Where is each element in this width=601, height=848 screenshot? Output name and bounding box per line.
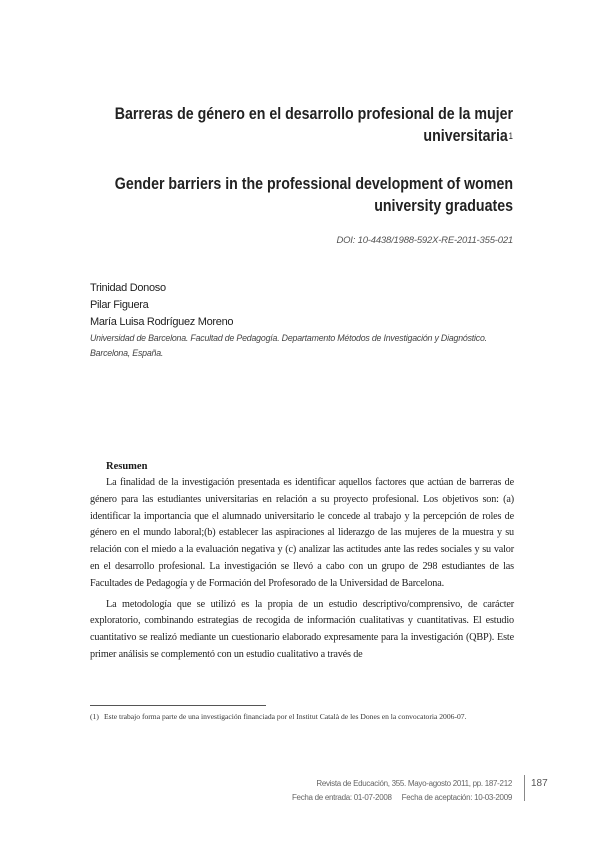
page-number-divider bbox=[524, 775, 525, 801]
doi: DOI: 10-4438/1988-592X-RE-2011-355-021 bbox=[336, 235, 513, 246]
title-spanish-text: Barreras de género en el desarrollo profesional de la mujer universitaria bbox=[114, 105, 514, 145]
abstract-paragraph: La finalidad de la investigación presentada es identificar aquellos factores que actúan de barreras de género para las estudiantes universitarias en relación a su proyecto profesional. Los objetivos son: (a) identificar la importancia que el alumnado universitario le concede al trabajo y la percepción de roles de género en el mundo laboral;(b) establecer las aspiraciones al liderazgo de las mujeres de la muestra y su relación con el miedo a la evaluación negativa y (c) analizar las actitudes ante las redes sociales y su valor en el desarrollo profesional. La investigación se llevó a cabo con un grupo de 298 estudiantes de las Facultades de Pedagogía y de Formación del Profesorado de la Universidad de Barcelona. bbox=[90, 477, 514, 589]
abstract-heading: Resumen bbox=[106, 461, 148, 472]
journal-info bbox=[292, 777, 512, 805]
title-english: Gender barriers in the professional development of women university graduates bbox=[114, 175, 513, 215]
received-date: Fecha de entrada: 01-07-2008 bbox=[291, 793, 392, 802]
author-affiliation: Universidad de Barcelona. Facultad de Pedagogía. Departamento Métodos de Investigación y Diagnóstico. Barcelona, España. bbox=[90, 333, 487, 358]
abstract-paragraph: La metodología que se utilizó es la propia de un estudio descriptivo/comprensivo, de carácter exploratorio, combinando estrategias de recogida de información cualitativas y cuantitativas. El estudio cuantitativo se realizó mediante un cuestionario elaborado expresamente para la investigación (QBP). Este primer análisis se complementó con un estudio cualitativo a través de bbox=[90, 598, 514, 660]
footnote-text: Este trabajo forma parte de una investigación financiada por el Institut Català de les Dones en la convocatoria 2006-07. bbox=[104, 712, 467, 721]
journal-citation: Revista de Educación, 355. Mayo-agosto 2011, pp. 187-212 bbox=[316, 779, 512, 788]
page-number: 187 bbox=[531, 778, 548, 789]
title-spanish bbox=[100, 103, 513, 147]
footnote-divider bbox=[90, 705, 266, 706]
footnote-marker: 1 bbox=[508, 131, 513, 141]
abstract bbox=[90, 459, 514, 664]
accepted-date: Fecha de aceptación: 10-03-2009 bbox=[401, 793, 512, 802]
footnote bbox=[90, 711, 514, 722]
authors-block bbox=[90, 280, 520, 361]
author-name: Pilar Figuera bbox=[90, 299, 149, 311]
author-name: María Luisa Rodríguez Moreno bbox=[90, 316, 234, 328]
author-name: Trinidad Donoso bbox=[90, 282, 166, 294]
footnote-number: (1) bbox=[90, 712, 99, 721]
